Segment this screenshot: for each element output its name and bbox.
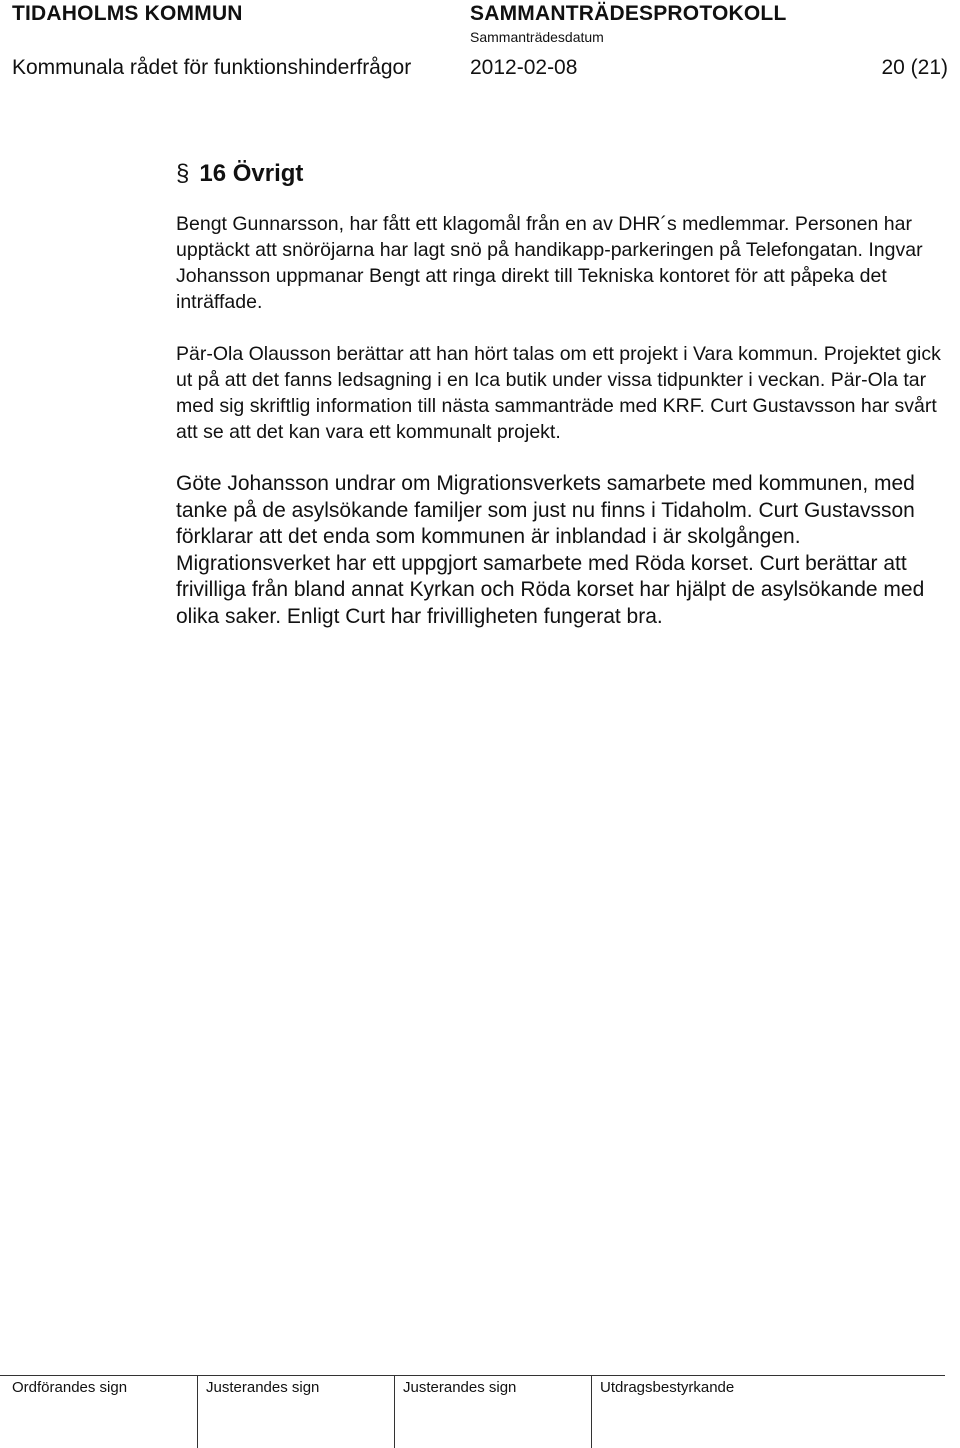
header-organization: TIDAHOLMS KOMMUN <box>12 2 243 25</box>
header-body-name: Kommunala rådet för funktionshinderfrågor <box>12 56 412 79</box>
header-document-type: SAMMANTRÄDESPROTOKOLL <box>470 2 787 25</box>
protocol-content <box>176 211 946 656</box>
footer-adjuster-sign-2: Justerandes sign <box>394 1376 591 1448</box>
section-heading <box>176 160 303 188</box>
header-meeting-date: 2012-02-08 <box>470 56 578 79</box>
signature-footer <box>0 1375 945 1448</box>
footer-chair-sign: Ordförandes sign <box>12 1379 128 1396</box>
section-title: 16 Övrigt <box>199 160 304 187</box>
paragraph-project: Pär-Ola Olausson berättar att han hört talas om ett projekt i Vara kommun. Projektet gick ut på att det fanns ledsagning i en Ica butik under vissa tidpunkter i veckan. Pär-Ola tar med sig skriftlig information till nästa sammanträde med KRF. Curt Gustavsson har svårt att se att det kan vara ett kommunalt projekt. <box>176 343 941 443</box>
header-page-number: 20 (21) <box>881 56 948 79</box>
header-date-label: Sammanträdesdatum <box>470 29 604 45</box>
footer-adjuster-sign-1: Justerandes sign <box>197 1376 394 1448</box>
paragraph-migration: Göte Johansson undrar om Migrationsverkets samarbete med kommunen, med tanke på de asylsökande familjer som just nu finns i Tidaholm. Curt Gustavsson förklarar att det enda som kommunen är inblandad i är skolgången. Migrationsverket har ett uppgjort samarbete med Röda korset. Curt berättar att frivilliga från bland annat Kyrkan och Röda korset har hjälpt de asylsökande med olika saker. Enligt Curt har frivilligheten fungerat bra. <box>176 472 925 628</box>
footer-extract-certifier: Utdragsbestyrkande <box>591 1376 945 1448</box>
paragraph-complaint: Bengt Gunnarsson, har fått ett klagomål från en av DHR´s medlemmar. Personen har upptäckt att snöröjarna har lagt snö på handikapp-parkeringen på Telefongatan. Ingvar Johansson uppmanar Bengt att ringa direkt till Tekniska kontoret för att påpeka det inträffade. <box>176 213 923 313</box>
section-sign: § <box>176 160 190 187</box>
